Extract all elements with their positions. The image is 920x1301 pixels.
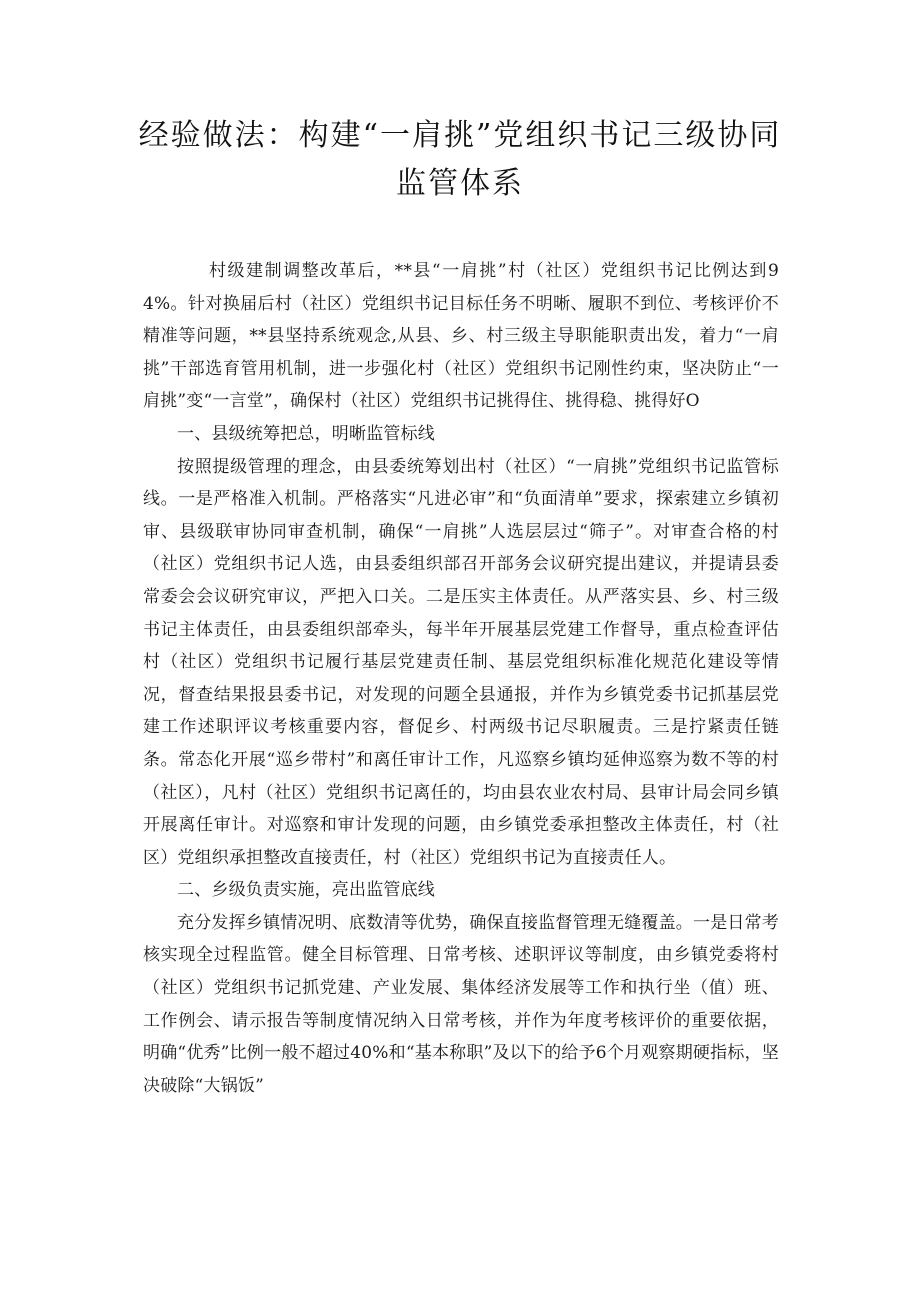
- section-2-heading: 二、乡级负责实施，亮出监管底线: [177, 880, 435, 901]
- document-title: 经验做法：构建“一肩挑”党组织书记三级协同监管体系: [138, 118, 782, 201]
- intro-paragraph: 村级建制调整改革后，**县“一肩挑”村（社区）党组织书记比例达到94%。针对换届后村（社区）党组织书记目标任务不明晰、履职不到位、考核评价不精准等问题，**县坚持系统观念,从县、乡、村三级主导职能职责出发，着力“一肩挑”干部选育管用机制，进一步强化村（社区）党组织书记刚性约束，坚决防止“一肩挑”变“一言堂”，确保村（社区）党组织书记挑得住、挑得稳、挑得好O: [143, 261, 779, 412]
- section-2-paragraph: 充分发挥乡镇情况明、底数清等优势，确保直接监督管理无缝覆盖。一是日常考核实现全过程监管。健全目标管理、日常考核、述职评议等制度，由乡镇党委将村（社区）党组织书记抓党建、产业发展、集体经济发展等工作和执行坐（值）班、工作例会、请示报告等制度情况纳入日常考核，并作为年度考核评价的重要依据，明确“优秀”比例一般不超过40%和“基本称职”及以下的给予6个月观察期硬指标，坚决破除“大锅饭”: [143, 912, 779, 1096]
- section-1-heading: 一、县级统筹把总，明晰监管标线: [177, 423, 435, 444]
- document-body: [143, 255, 779, 1102]
- section-1-paragraph: 按照提级管理的理念，由县委统筹划出村（社区）“一肩挑”党组织书记监管标线。一是严格准入机制。严格落实“凡进必审”和“负面清单”要求，探索建立乡镇初审、县级联审协同审查机制，确保“一肩挑”人选层层过“筛子”。对审查合格的村（社区）党组织书记人选，由县委组织部召开部务会议研究提出建议，并提请县委常委会会议研究审议，严把入口关。二是压实主体责任。从严落实县、乡、村三级书记主体责任，由县委组织部牵头，每半年开展基层党建工作督导，重点检查评估村（社区）党组织书记履行基层党建责任制、基层党组织标准化规范化建设等情况，督查结果报县委书记，对发现的问题全县通报，并作为乡镇党委书记抓基层党建工作述职评议考核重要内容，督促乡、村两级书记尽职履责。三是拧紧责任链条。常态化开展“巡乡带村”和离任审计工作，凡巡察乡镇均延伸巡察为数不等的村（社区），凡村（社区）党组织书记离任的，均由县农业农村局、县审计局会同乡镇开展离任审计。对巡察和审计发现的问题，由乡镇党委承担整改主体责任，村（社区）党组织承担整改直接责任，村（社区）党组织书记为直接责任人。: [143, 456, 779, 868]
